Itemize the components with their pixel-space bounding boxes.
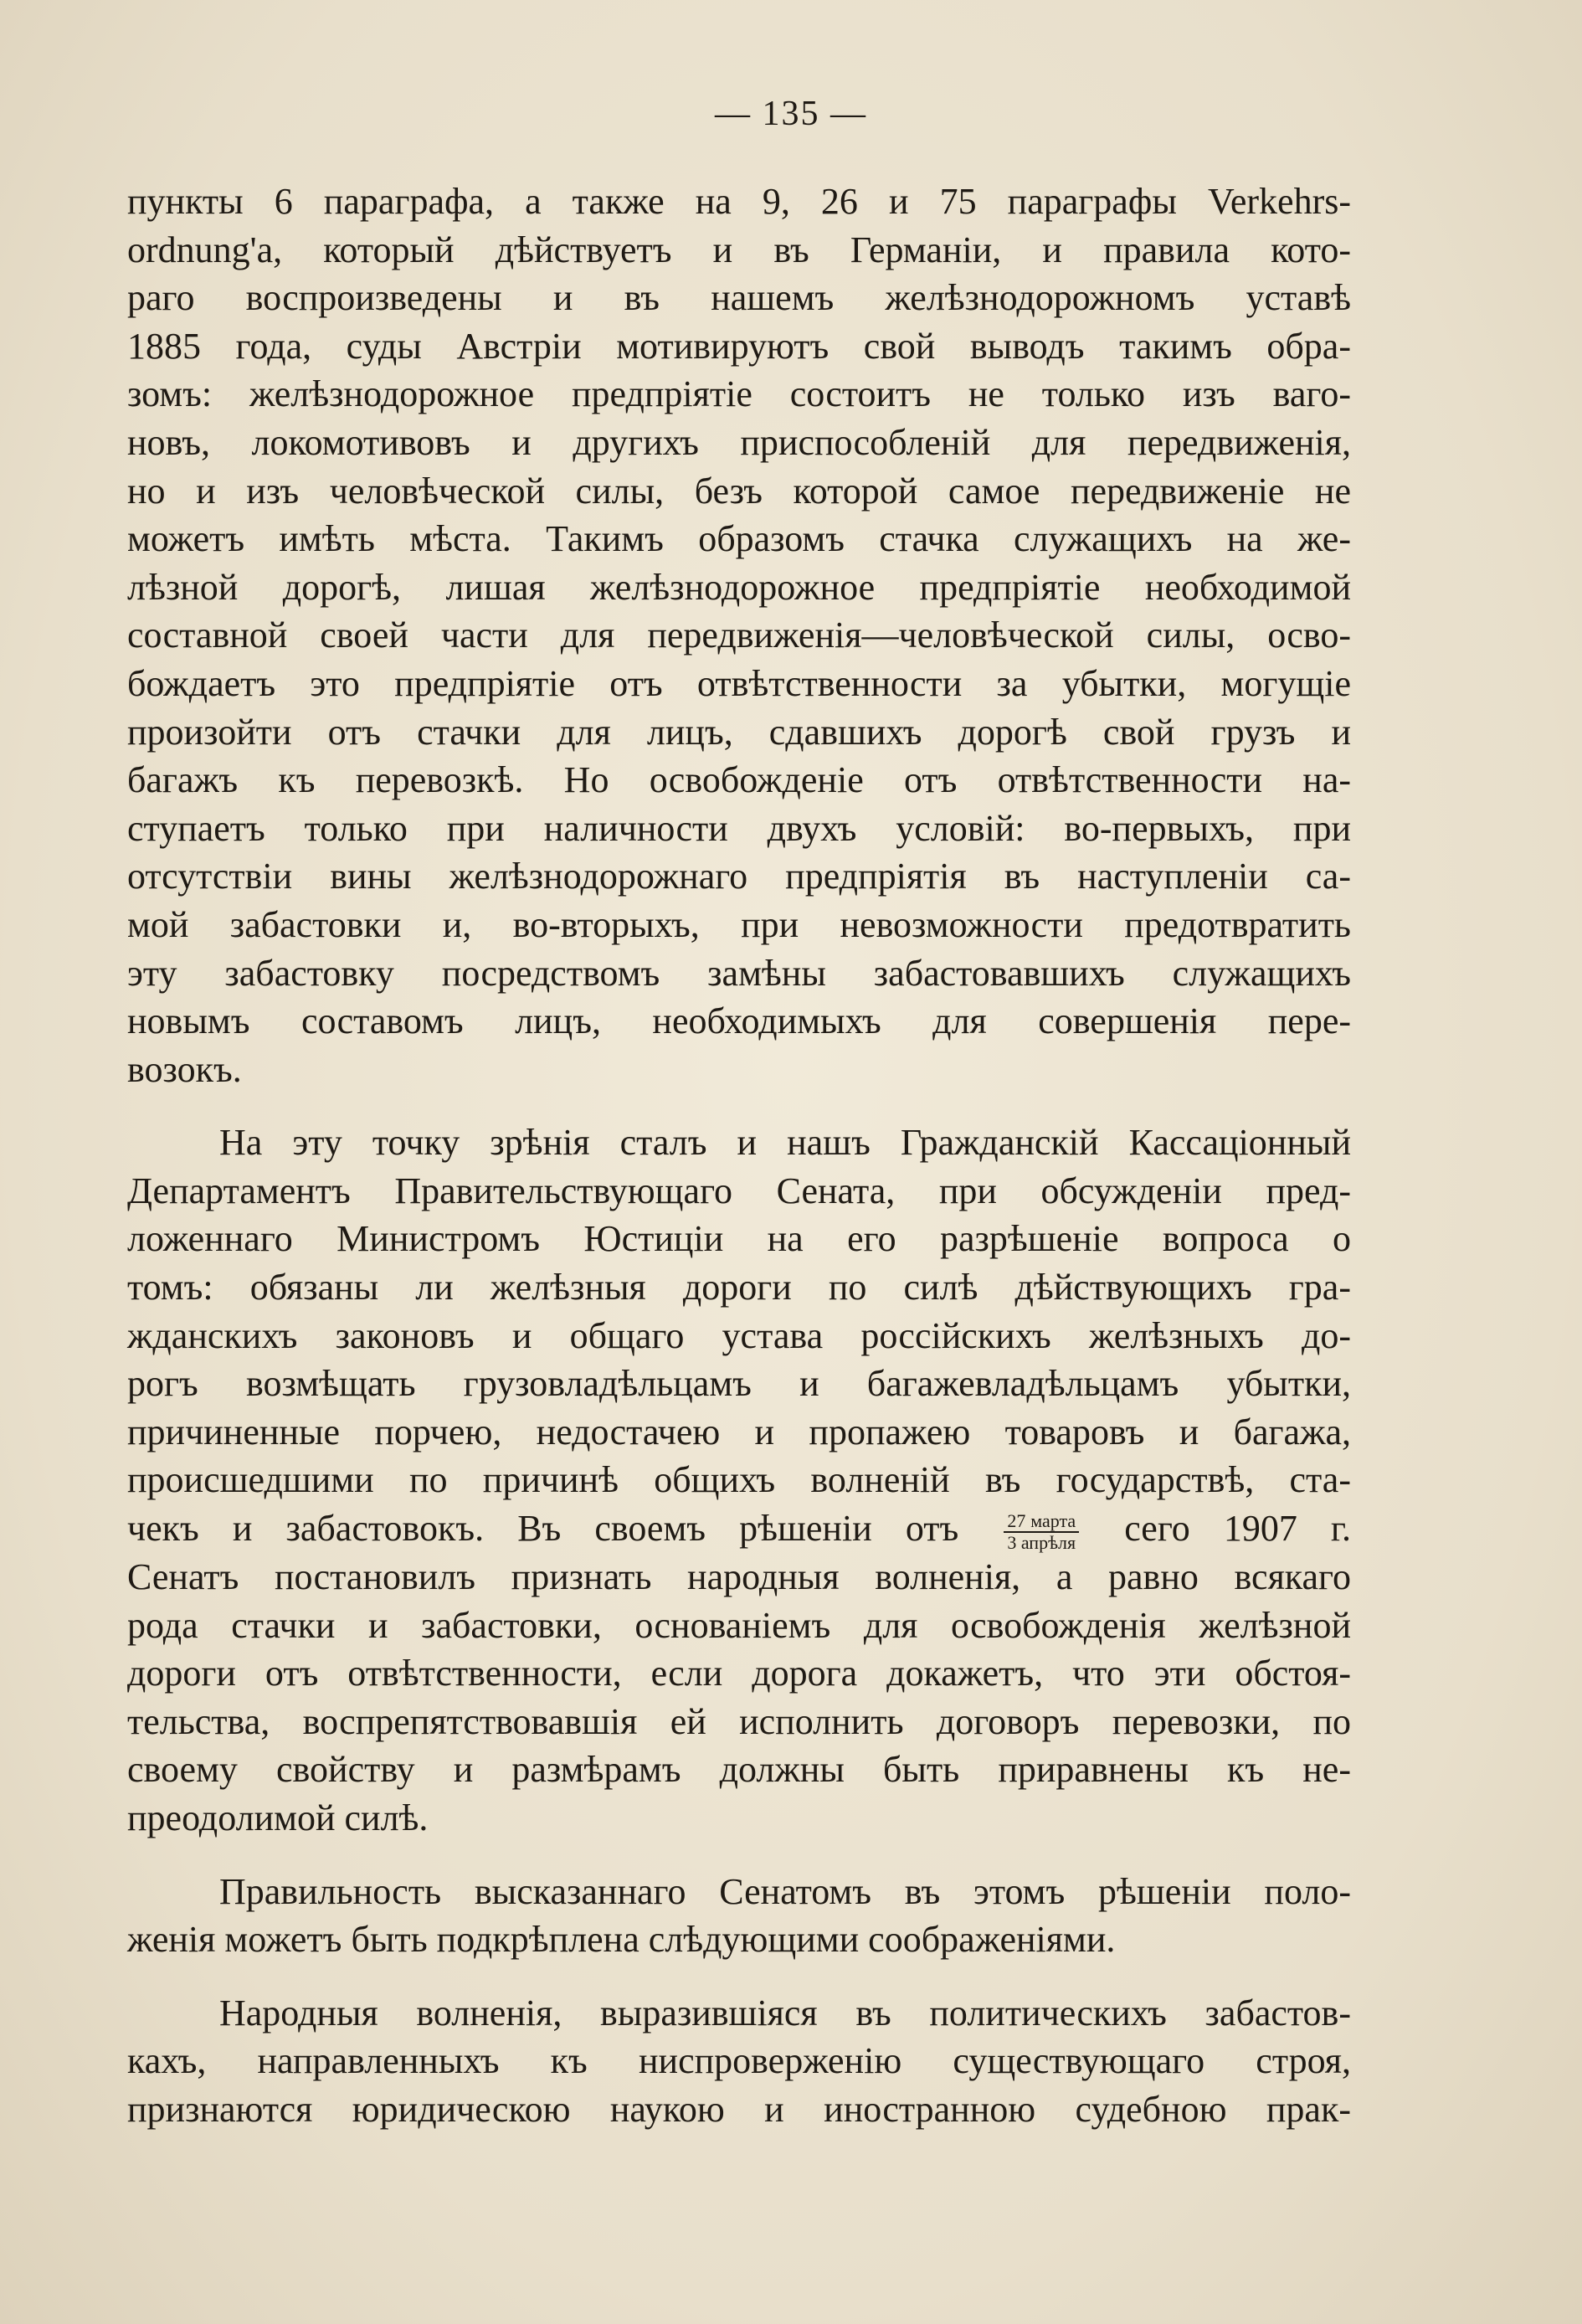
text-segment: сего 1907 г. bbox=[1124, 1508, 1352, 1550]
text-line: произойти отъ стачки для лицъ, сдавшихъ дорогѣ свой грузъ и bbox=[127, 711, 1351, 753]
text-line: 1885 года, суды Австріи мотивируютъ свой выводъ такимъ обра- bbox=[127, 325, 1351, 367]
text-line: жданскихъ законовъ и общаго устава россійскихъ желѣзныхъ до- bbox=[127, 1314, 1351, 1356]
text-line: признаются юридическою наукою и иностранною судебною прак- bbox=[127, 2088, 1351, 2130]
text-line: бождаетъ это предпріятіе отъ отвѣтственности за убытки, могущіе bbox=[127, 662, 1351, 704]
text-line: Сенатъ постановилъ признать народныя волненія, а равно всякаго bbox=[127, 1555, 1351, 1597]
fraction-denominator: 3 апрѣля bbox=[1007, 1531, 1076, 1553]
text-body bbox=[127, 177, 1351, 2133]
text-segment: чекъ и забастовокъ. Въ своемъ рѣшеніи отъ bbox=[127, 1508, 959, 1550]
text-line: ложеннаго Министромъ Юстиціи на его разрѣшеніе вопроса о bbox=[127, 1218, 1351, 1260]
text-line: лѣзной дорогѣ, лишая желѣзнодорожное предпріятіе необходимой bbox=[127, 566, 1351, 608]
text-line: Народныя волненія, выразившіяся въ политическихъ забастов- bbox=[219, 1992, 1351, 2034]
date-fraction bbox=[1004, 1511, 1079, 1553]
text-line: мой забастовки и, во-вторыхъ, при невозможности предотвратить bbox=[127, 903, 1351, 945]
text-line: томъ: обязаны ли желѣзныя дороги по силѣ дѣйствующихъ гра- bbox=[127, 1267, 1351, 1309]
text-line: своему свойству и размѣрамъ должны быть приравнены къ не- bbox=[127, 1749, 1351, 1791]
page-number: — 135 — bbox=[715, 95, 867, 133]
text-line: тельства, воспрепятствовавшія ей исполнить договоръ перевозки, по bbox=[127, 1700, 1351, 1742]
text-line: новъ, локомотивовъ и другихъ приспособленій для передвиженія, bbox=[127, 421, 1351, 463]
text-line: рогъ возмѣщать грузовладѣльцамъ и багажевладѣльцамъ убытки, bbox=[127, 1363, 1351, 1405]
text-line: можетъ имѣть мѣста. Такимъ образомъ стачка служащихъ на же- bbox=[127, 518, 1351, 560]
paragraph-1 bbox=[127, 177, 1351, 1093]
fraction-numerator: 27 марта bbox=[1004, 1511, 1079, 1533]
text-line: Департаментъ Правительствующаго Сената, при обсужденіи пред- bbox=[127, 1170, 1351, 1211]
text-line: рода стачки и забастовки, основаніемъ для освобожденія желѣзной bbox=[127, 1604, 1351, 1646]
text-line: багажъ къ перевозкѣ. Но освобожденіе отъ отвѣтственности на- bbox=[127, 759, 1351, 801]
text-line: но и изъ человѣческой силы, безъ которой самое передвиженіе не bbox=[127, 470, 1351, 512]
text-line: дороги отъ отвѣтственности, если дорога докажетъ, что эти обстоя- bbox=[127, 1653, 1351, 1694]
text-line: преодолимой силѣ. bbox=[127, 1797, 429, 1838]
text-line: причиненные порчею, недостачею и пропажею товаровъ и багажа, bbox=[127, 1411, 1351, 1452]
text-line-with-date-fraction bbox=[127, 1504, 1351, 1553]
text-line: раго воспроизведены и въ нашемъ желѣзнодорожномъ уставѣ bbox=[127, 277, 1351, 319]
text-line: составной своей части для передвиженія—человѣческой силы, осво- bbox=[127, 614, 1351, 656]
text-line: возокъ. bbox=[127, 1048, 242, 1090]
text-line: эту забастовку посредствомъ замѣны забастовавшихъ служащихъ bbox=[127, 952, 1351, 994]
text-line: женія можетъ быть подкрѣплена слѣдующими соображеніями. bbox=[127, 1919, 1116, 1961]
text-line: ступаетъ только при наличности двухъ условій: во-первыхъ, при bbox=[127, 807, 1351, 849]
text-line: ordnung'а, который дѣйствуетъ и въ Германіи, и правила кото- bbox=[127, 229, 1351, 270]
text-line: На эту точку зрѣнія сталъ и нашъ Гражданскій Кассаціонный bbox=[219, 1122, 1351, 1164]
paragraph-3 bbox=[127, 1868, 1351, 1964]
text-line: отсутствіи вины желѣзнодорожнаго предпріятія въ наступленіи са- bbox=[127, 856, 1351, 897]
text-line: Правильность высказаннаго Сенатомъ въ этомъ рѣшеніи поло- bbox=[219, 1870, 1351, 1912]
paragraph-4 bbox=[127, 1989, 1351, 2134]
text-line: новымъ составомъ лицъ, необходимыхъ для совершенія пере- bbox=[127, 1000, 1351, 1042]
text-line: происшедшими по причинѣ общихъ волненій въ государствѣ, ста- bbox=[127, 1459, 1351, 1501]
text-line: зомъ: желѣзнодорожное предпріятіе состоитъ не только изъ ваго- bbox=[127, 373, 1351, 415]
paragraph-2 bbox=[127, 1118, 1351, 1842]
text-line: пункты 6 параграфа, а также на 9, 26 и 75 параграфы Verkehrs- bbox=[127, 181, 1351, 222]
text-line: кахъ, направленныхъ къ ниспроверженію существующаго строя, bbox=[127, 2040, 1351, 2082]
